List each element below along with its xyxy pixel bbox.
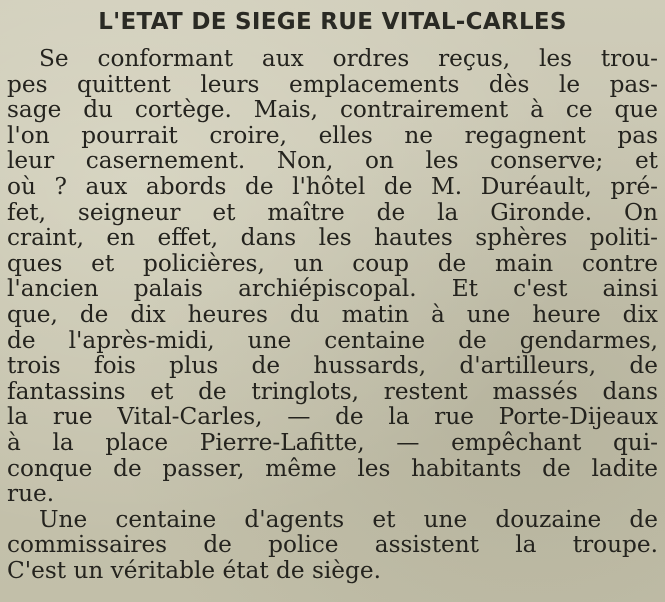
paragraph-1-line: trois fois plus de hussards, d'artilleurs, de — [7, 352, 658, 380]
paragraph-1-line: leur casernement. Non, on les conserve; et — [7, 147, 658, 175]
paragraph-2-line: C'est un véritable état de siège. — [7, 556, 381, 584]
paragraph-2-line: Une centaine d'agents et une douzaine de — [39, 505, 658, 533]
paragraph-1-line: ques et policières, un coup de main contre — [7, 249, 658, 277]
paragraph-2-line: commissaires de police assistent la troupe. — [7, 531, 658, 559]
paragraph-1-line: de l'après-midi, une centaine de gendarmes, — [7, 326, 658, 354]
paragraph-1-line: craint, en effet, dans les hautes sphères politi- — [7, 224, 658, 252]
paragraph-1-line: Se conformant aux ordres reçus, les trou- — [39, 45, 658, 72]
cut-off-next-line — [0, 592, 665, 602]
paragraph-1-line: où ? aux abords de l'hôtel de M. Duréault, pré- — [7, 172, 658, 200]
paragraph-1-line: que, de dix heures du matin à une heure dix — [7, 300, 658, 328]
paragraph-1-line: rue. — [7, 480, 55, 508]
paragraph-1-line: l'on pourrait croire, elles ne regagnent pas — [7, 121, 658, 149]
paragraph-1-line: l'ancien palais archiépiscopal. Et c'est ainsi — [7, 275, 658, 303]
article-headline: L'ETAT DE SIEGE RUE VITAL-CARLES — [98, 9, 567, 35]
paragraph-1-line: fet, seigneur et maître de la Gironde. On — [7, 198, 658, 226]
paragraph-1-line: pes quittent leurs emplacements dès le pas- — [7, 70, 658, 98]
paragraph-1-line: à la place Pierre-Lafitte, — empêchant qui- — [7, 428, 658, 456]
article-body — [7, 46, 658, 583]
paragraph-1-line: conque de passer, même les habitants de ladite — [7, 454, 658, 482]
paragraph-1-line: sage du cortège. Mais, contrairement à ce que — [7, 96, 658, 124]
paragraph-1-line: la rue Vital-Carles, — de la rue Porte-Dijeaux — [7, 403, 658, 431]
paragraph-1-line: fantassins et de tringlots, restent massés dans — [7, 377, 658, 405]
